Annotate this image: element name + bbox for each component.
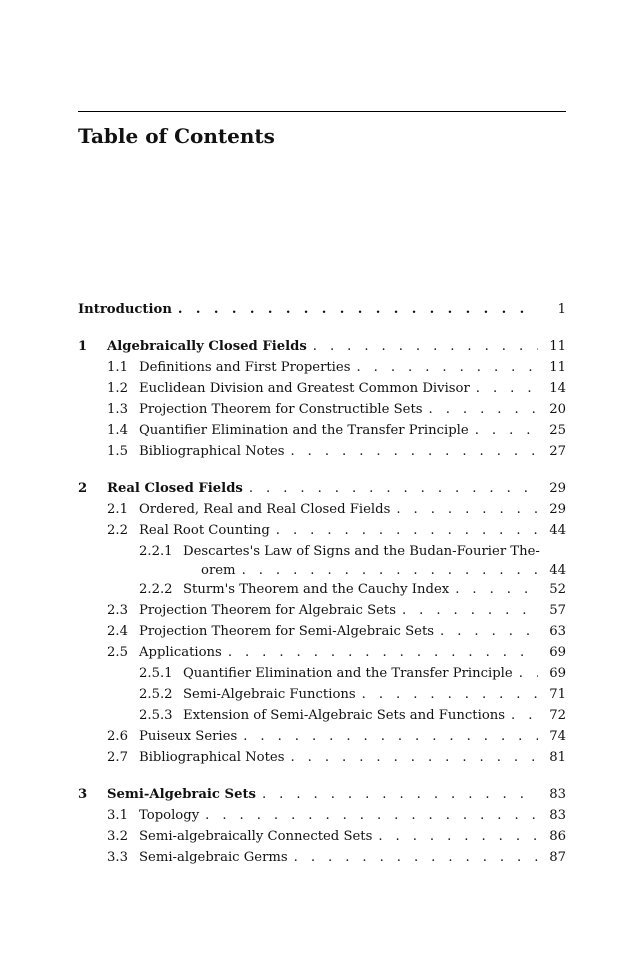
toc-section-3-1[interactable] bbox=[78, 805, 566, 826]
dot-leader bbox=[236, 560, 538, 581]
toc-entry-number: 2.4 bbox=[107, 624, 128, 639]
toc-section-2-7[interactable] bbox=[78, 747, 566, 768]
toc-entry-number: 3.1 bbox=[107, 808, 128, 823]
toc-entry-title: Real Root Counting bbox=[139, 523, 270, 538]
toc-entry-title: Ordered, Real and Real Closed Fields bbox=[139, 502, 391, 517]
toc-entry-page: 11 bbox=[549, 339, 566, 354]
dot-leader bbox=[449, 579, 538, 600]
toc-section-3-2[interactable] bbox=[78, 826, 566, 847]
toc-section-1-4[interactable] bbox=[78, 420, 566, 441]
toc-entry-title: Puiseux Series bbox=[139, 729, 238, 744]
toc-entry-title-line1: Descartes's Law of Signs and the Budan-Fourier The- bbox=[183, 544, 540, 559]
toc-entry-title: Quantifier Elimination and the Transfer Principle bbox=[139, 423, 469, 438]
toc-section-2-3[interactable] bbox=[78, 600, 566, 621]
toc-entry-number: 3.2 bbox=[107, 829, 128, 844]
toc-entry-title: Extension of Semi-Algebraic Sets and Functions bbox=[183, 708, 506, 723]
toc-section-2-4[interactable] bbox=[78, 621, 566, 642]
toc-section-1-1[interactable] bbox=[78, 357, 566, 378]
dot-leader bbox=[469, 420, 538, 441]
toc-entry-page: 57 bbox=[549, 603, 566, 618]
toc-entry-number: 2.6 bbox=[107, 729, 128, 744]
toc-entry-number: 2.2.1 bbox=[139, 544, 173, 559]
toc-entry-page: 72 bbox=[549, 708, 566, 723]
dot-leader bbox=[285, 747, 539, 768]
toc-subsection-2-5-2[interactable] bbox=[78, 684, 566, 705]
toc-entry-title: Definitions and First Properties bbox=[139, 360, 351, 375]
toc-chapter-1[interactable] bbox=[78, 336, 566, 357]
toc-entry-title: Semi-algebraic Germs bbox=[139, 850, 288, 865]
dot-leader bbox=[222, 642, 538, 663]
dot-leader bbox=[434, 621, 538, 642]
toc-entry-title: Projection Theorem for Constructible Sets bbox=[139, 402, 423, 417]
toc-section-2-5[interactable] bbox=[78, 642, 566, 663]
dot-leader bbox=[256, 784, 538, 805]
toc-entry-page: 44 bbox=[549, 563, 566, 578]
toc-entry-title: Projection Theorem for Algebraic Sets bbox=[139, 603, 396, 618]
dot-leader bbox=[390, 499, 538, 520]
toc-section-2-2[interactable] bbox=[78, 520, 566, 541]
toc-entry-page: 71 bbox=[549, 687, 566, 702]
toc-entry-introduction[interactable] bbox=[78, 299, 566, 320]
toc-entry-page: 11 bbox=[549, 360, 566, 375]
toc-entry-number: 2.5.3 bbox=[139, 708, 173, 723]
toc-entry-number: 2 bbox=[78, 481, 88, 496]
dot-leader bbox=[307, 336, 538, 357]
table-of-contents bbox=[78, 299, 566, 868]
toc-section-3-3[interactable] bbox=[78, 847, 566, 868]
toc-entry-number: 2.5 bbox=[107, 645, 128, 660]
toc-entry-title: Semi-Algebraic Functions bbox=[183, 687, 356, 702]
dot-leader bbox=[356, 684, 538, 705]
toc-entry-page: 83 bbox=[549, 787, 566, 802]
toc-entry-number: 1.3 bbox=[107, 402, 128, 417]
toc-entry-number: 3 bbox=[78, 787, 88, 802]
top-rule bbox=[78, 111, 566, 112]
toc-section-1-3[interactable] bbox=[78, 399, 566, 420]
toc-entry-page: 69 bbox=[549, 645, 566, 660]
toc-entry-title: Applications bbox=[139, 645, 222, 660]
toc-entry-title: Introduction bbox=[78, 302, 172, 317]
toc-entry-title: Algebraically Closed Fields bbox=[107, 339, 307, 354]
toc-entry-title: Bibliographical Notes bbox=[139, 444, 285, 459]
toc-entry-title: Semi-algebraically Connected Sets bbox=[139, 829, 373, 844]
dot-leader bbox=[513, 663, 538, 684]
toc-subsection-2-5-3[interactable] bbox=[78, 705, 566, 726]
toc-entry-number: 2.1 bbox=[107, 502, 128, 517]
toc-section-1-2[interactable] bbox=[78, 378, 566, 399]
toc-entry-page: 81 bbox=[549, 750, 566, 765]
dot-leader bbox=[350, 357, 538, 378]
toc-entry-page: 25 bbox=[549, 423, 566, 438]
dot-leader bbox=[288, 847, 538, 868]
toc-entry-number: 1.5 bbox=[107, 444, 128, 459]
toc-entry-page: 20 bbox=[549, 402, 566, 417]
dot-leader bbox=[505, 705, 538, 726]
toc-entry-title: Bibliographical Notes bbox=[139, 750, 285, 765]
toc-entry-title: Euclidean Division and Greatest Common Divisor bbox=[139, 381, 470, 396]
toc-entry-title: Quantifier Elimination and the Transfer Principle bbox=[183, 666, 513, 681]
dot-leader bbox=[172, 299, 538, 320]
toc-entry-title: Projection Theorem for Semi-Algebraic Sets bbox=[139, 624, 435, 639]
toc-entry-title: Semi-Algebraic Sets bbox=[107, 787, 256, 802]
toc-section-2-6[interactable] bbox=[78, 726, 566, 747]
toc-entry-number: 1.2 bbox=[107, 381, 128, 396]
toc-entry-number: 2.2 bbox=[107, 523, 128, 538]
toc-entry-page: 44 bbox=[549, 523, 566, 538]
toc-entry-page: 69 bbox=[549, 666, 566, 681]
toc-entry-number: 1.1 bbox=[107, 360, 128, 375]
dot-leader bbox=[372, 826, 538, 847]
toc-entry-number: 2.5.2 bbox=[139, 687, 173, 702]
toc-entry-number: 2.2.2 bbox=[139, 582, 173, 597]
toc-chapter-3[interactable] bbox=[78, 784, 566, 805]
toc-entry-page: 86 bbox=[549, 829, 566, 844]
toc-entry-page: 52 bbox=[549, 582, 566, 597]
toc-entry-page: 87 bbox=[549, 850, 566, 865]
toc-entry-page: 29 bbox=[549, 502, 566, 517]
page-title: Table of Contents bbox=[78, 124, 275, 148]
dot-leader bbox=[423, 399, 538, 420]
toc-subsection-2-2-2[interactable] bbox=[78, 579, 566, 600]
toc-entry-number: 2.5.1 bbox=[139, 666, 173, 681]
toc-entry-page: 83 bbox=[549, 808, 566, 823]
toc-entry-page: 1 bbox=[557, 302, 566, 317]
dot-leader bbox=[285, 441, 539, 462]
toc-entry-title: Real Closed Fields bbox=[107, 481, 243, 496]
dot-leader bbox=[470, 378, 538, 399]
dot-leader bbox=[243, 478, 538, 499]
toc-subsection-2-2-1[interactable] bbox=[78, 541, 566, 579]
toc-entry-number: 2.7 bbox=[107, 750, 128, 765]
toc-entry-title: Topology bbox=[139, 808, 200, 823]
toc-section-1-5[interactable] bbox=[78, 441, 566, 462]
toc-entry-page: 29 bbox=[549, 481, 566, 496]
dot-leader bbox=[396, 600, 538, 621]
toc-chapter-2[interactable] bbox=[78, 478, 566, 499]
dot-leader bbox=[270, 520, 538, 541]
toc-entry-page: 74 bbox=[549, 729, 566, 744]
dot-leader bbox=[237, 726, 538, 747]
toc-entry-number: 1.4 bbox=[107, 423, 128, 438]
toc-subsection-2-5-1[interactable] bbox=[78, 663, 566, 684]
toc-entry-number: 2.3 bbox=[107, 603, 128, 618]
toc-entry-page: 63 bbox=[549, 624, 566, 639]
dot-leader bbox=[199, 805, 538, 826]
toc-section-2-1[interactable] bbox=[78, 499, 566, 520]
toc-entry-number: 1 bbox=[78, 339, 88, 354]
toc-entry-title: Sturm's Theorem and the Cauchy Index bbox=[183, 582, 450, 597]
toc-entry-page: 27 bbox=[549, 444, 566, 459]
toc-entry-page: 14 bbox=[549, 381, 566, 396]
toc-entry-number: 3.3 bbox=[107, 850, 128, 865]
toc-entry-title-line2: orem bbox=[201, 563, 236, 578]
